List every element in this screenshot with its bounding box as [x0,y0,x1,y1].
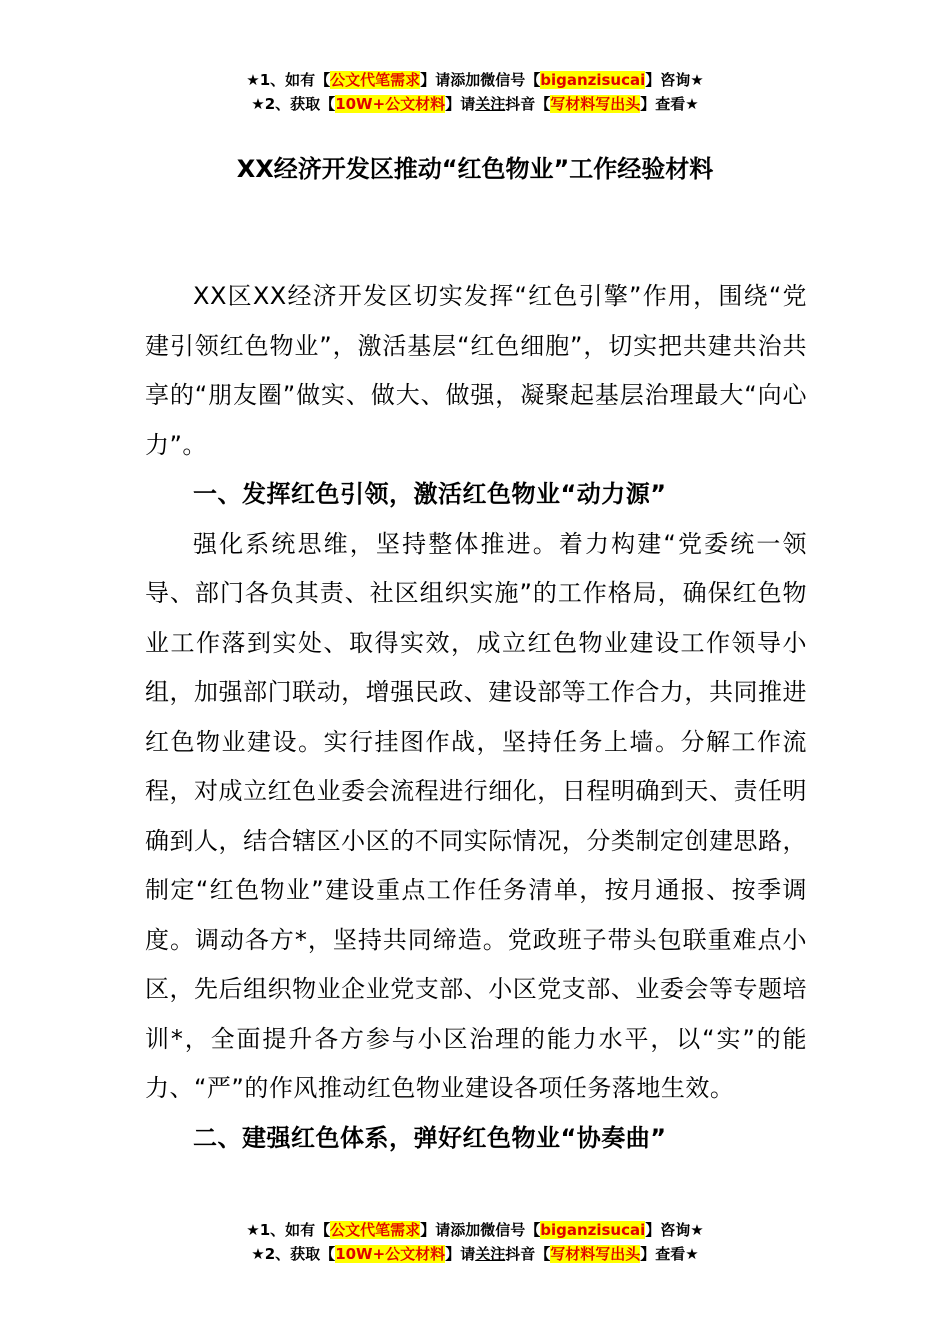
promo-highlight: 写材料写出头 [550,1245,641,1263]
promo-text: 抖音【 [505,1245,551,1263]
promo-underlined-text: 关注 [475,95,506,113]
promo-highlight: biganzisucai [540,1221,646,1239]
promo-text: 】咨询★ [645,71,704,89]
promo-text: 】查看★ [640,95,699,113]
promo-text: 】查看★ [640,1245,699,1263]
promo-text: 抖音【 [505,95,551,113]
promo-line-1 [0,1218,950,1242]
promo-highlight: biganzisucai [540,71,646,89]
promo-highlight: 10W+公文材料 [335,95,446,113]
promo-banner-bottom [0,1218,950,1266]
document-title: XX经济开发区推动“红色物业”工作经验材料 [236,155,714,183]
promo-highlight: 公文代笔需求 [330,1221,421,1239]
promo-text: ★2、获取【 [251,95,336,113]
promo-text: ★2、获取【 [251,1245,336,1263]
promo-text: 】请添加微信号【 [420,1221,541,1239]
promo-text: 】请 [445,1245,476,1263]
promo-line-2 [0,1242,950,1266]
promo-text: 】咨询★ [645,1221,704,1239]
promo-underlined-text: 关注 [475,1245,506,1263]
promo-highlight: 公文代笔需求 [330,71,421,89]
promo-text: ★1、如有【 [246,71,331,89]
promo-line-2 [0,92,950,116]
promo-text: 】请 [445,95,476,113]
paragraph: 强化系统思维，坚持整体推进。着力构建“党委统一领导、部门各负其责、社区组织实施”的工作格局，确保红色物业工作落到实处、取得实效，成立红色物业建设工作领导小组，加强部门联动，增强民政、建设部等工作合力，共同推进红色物业建设。实行挂图作战，坚持任务上墙。分解工作流程，对成立红色业委会流程进行细化，日程明确到天、责任明确到人，结合辖区小区的不同实际情况，分类制定创建思路，制定“红色物业”建设重点工作任务清单，按月通报、按季调度。调动各方*，坚持共同缔造。党政班子带头包联重难点小区，先后组织物业企业党支部、小区党支部、业委会等专题培训*，全面提升各方参与小区治理的能力水平，以“实”的能力、“严”的作风推动红色物业建设各项任务落地生效。 [145,529,807,1102]
section-heading: 一、发挥红色引领，激活红色物业“动力源” [193,480,667,508]
promo-text: ★1、如有【 [246,1221,331,1239]
paragraph: XX区XX经济开发区切实发挥“红色引擎”作用，围绕“党建引领红色物业”，激活基层“红色细胞”，切实把共建共治共享的“朋友圈”做实、做大、做强，凝聚起基层治理最大“向心力”。 [145,282,807,459]
promo-banner-top [0,68,950,116]
document-body [145,272,807,1163]
promo-highlight: 写材料写出头 [550,95,641,113]
promo-line-1 [0,68,950,92]
section-heading: 二、建强红色体系，弹好红色物业“协奏曲” [193,1123,667,1152]
promo-highlight: 10W+公文材料 [335,1245,446,1263]
promo-text: 】请添加微信号【 [420,71,541,89]
